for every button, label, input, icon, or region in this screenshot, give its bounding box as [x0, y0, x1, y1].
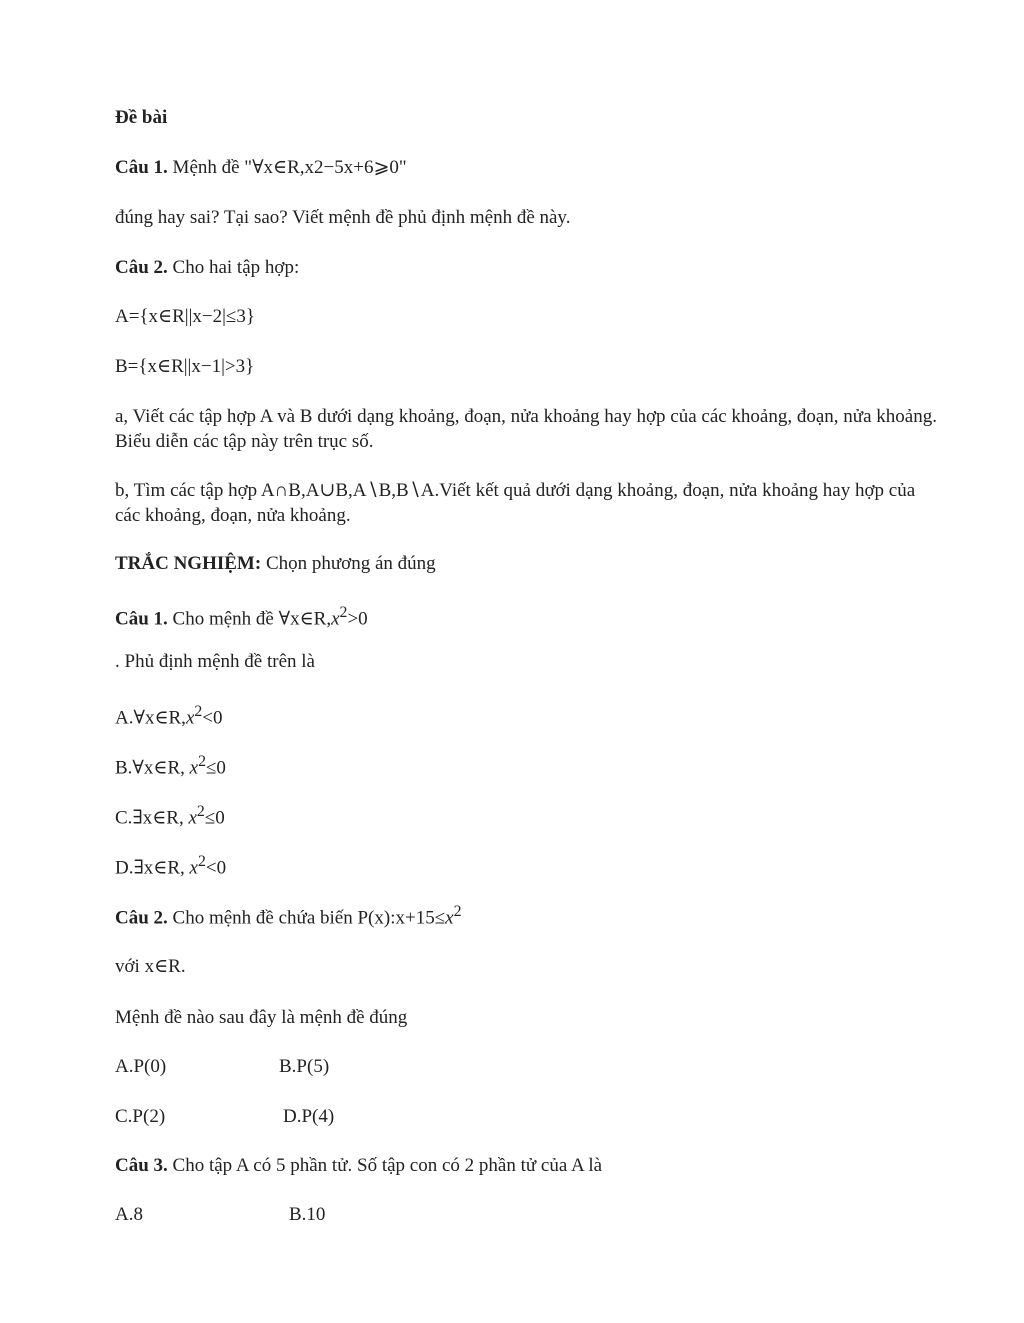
mc-question-2-domain: với x∈R.: [115, 956, 186, 977]
part-a-text: a, Viết các tập hợp A và B dưới dạng khoảng, đoạn, nửa khoảng hay hợp của các khoảng, đoạn, nửa khoảng. Biểu diễn các tập này trên trục số.: [115, 406, 937, 452]
math-exponent: 2: [198, 753, 206, 770]
mc-question-2: [115, 900, 462, 930]
question-text: Cho tập A có 5 phần tử. Số tập con có 2 phần tử của A là: [167, 1155, 603, 1176]
part-b-text: b, Tìm các tập hợp A∩B,A∪B,A∖B,B∖A.Viết kết quả dưới dạng khoảng, đoạn, nửa khoảng hay hợp của các khoảng, đoạn, nửa khoảng.: [115, 480, 916, 526]
math-var: x: [185, 707, 195, 729]
math-var: x: [445, 907, 454, 929]
option-suffix: <0: [202, 707, 223, 729]
document-title: Đề bài: [115, 107, 168, 128]
math-exponent: 2: [453, 903, 462, 920]
question-text: Cho hai tập hợp:: [167, 257, 300, 278]
question-text: Cho mệnh đề ∀x∈R,: [167, 608, 332, 630]
math-exponent: 2: [339, 604, 348, 621]
answer-option-a: [115, 700, 223, 730]
question-label: Câu 2.: [115, 907, 168, 929]
heading-text: Chọn phương án đúng: [261, 553, 436, 574]
math-exponent: 2: [197, 853, 206, 870]
answer-option-d: D.P(4): [283, 1106, 335, 1127]
mc-question-3: [115, 1154, 602, 1178]
essay-question-2: [115, 256, 299, 280]
option-suffix: ≤0: [204, 807, 225, 829]
math-var: x: [188, 807, 197, 829]
mc-question-1: [115, 601, 368, 631]
question-text-end: >0: [347, 608, 368, 630]
answer-option-b: [115, 750, 226, 780]
option-suffix: <0: [205, 857, 227, 879]
math-var: x: [189, 857, 198, 879]
question-label: Câu 1.: [115, 157, 168, 178]
answer-option-c: C.P(2): [115, 1106, 166, 1127]
multiple-choice-heading: [115, 552, 436, 576]
set-a-definition: A={x∈R||x−2|≤3}: [115, 306, 255, 327]
option-suffix: ≤0: [206, 757, 226, 779]
question-label: Câu 1.: [115, 608, 168, 630]
question-text: Cho mệnh đề chứa biến P(x):x+15≤: [167, 907, 446, 929]
math-exponent: 2: [196, 803, 205, 820]
answer-option-d: [115, 850, 226, 880]
question-label: Câu 2.: [115, 257, 168, 278]
mc-question-2-ask: Mệnh đề nào sau đây là mệnh đề đúng: [115, 1007, 408, 1028]
answer-option-b: B.10: [289, 1204, 326, 1225]
option-prefix: A.∀x∈R,: [115, 707, 186, 729]
heading-label: TRẮC NGHIỆM:: [115, 553, 262, 574]
answer-option-a: A.P(0): [115, 1056, 167, 1077]
math-var: x: [331, 608, 340, 630]
answer-option-c: [115, 800, 225, 830]
math-var: x: [189, 757, 199, 779]
question-text: Mệnh đề "∀x∈R,x2−5x+6⩾0": [167, 157, 407, 178]
essay-question-1: [115, 156, 407, 180]
answer-option-b: B.P(5): [279, 1056, 330, 1077]
mc-question-1-continued: . Phủ định mệnh đề trên là: [115, 651, 315, 672]
option-prefix: D.∃x∈R,: [115, 857, 190, 879]
math-exponent: 2: [194, 703, 203, 720]
option-prefix: C.∃x∈R,: [115, 807, 189, 829]
set-b-definition: B={x∈R||x−1|>3}: [115, 356, 255, 377]
question-label: Câu 3.: [115, 1155, 168, 1176]
essay-question-1-continued: đúng hay sai? Tại sao? Viết mệnh đề phủ định mệnh đề này.: [115, 207, 571, 228]
option-prefix: B.∀x∈R,: [115, 757, 190, 779]
answer-option-a: A.8: [115, 1204, 143, 1225]
